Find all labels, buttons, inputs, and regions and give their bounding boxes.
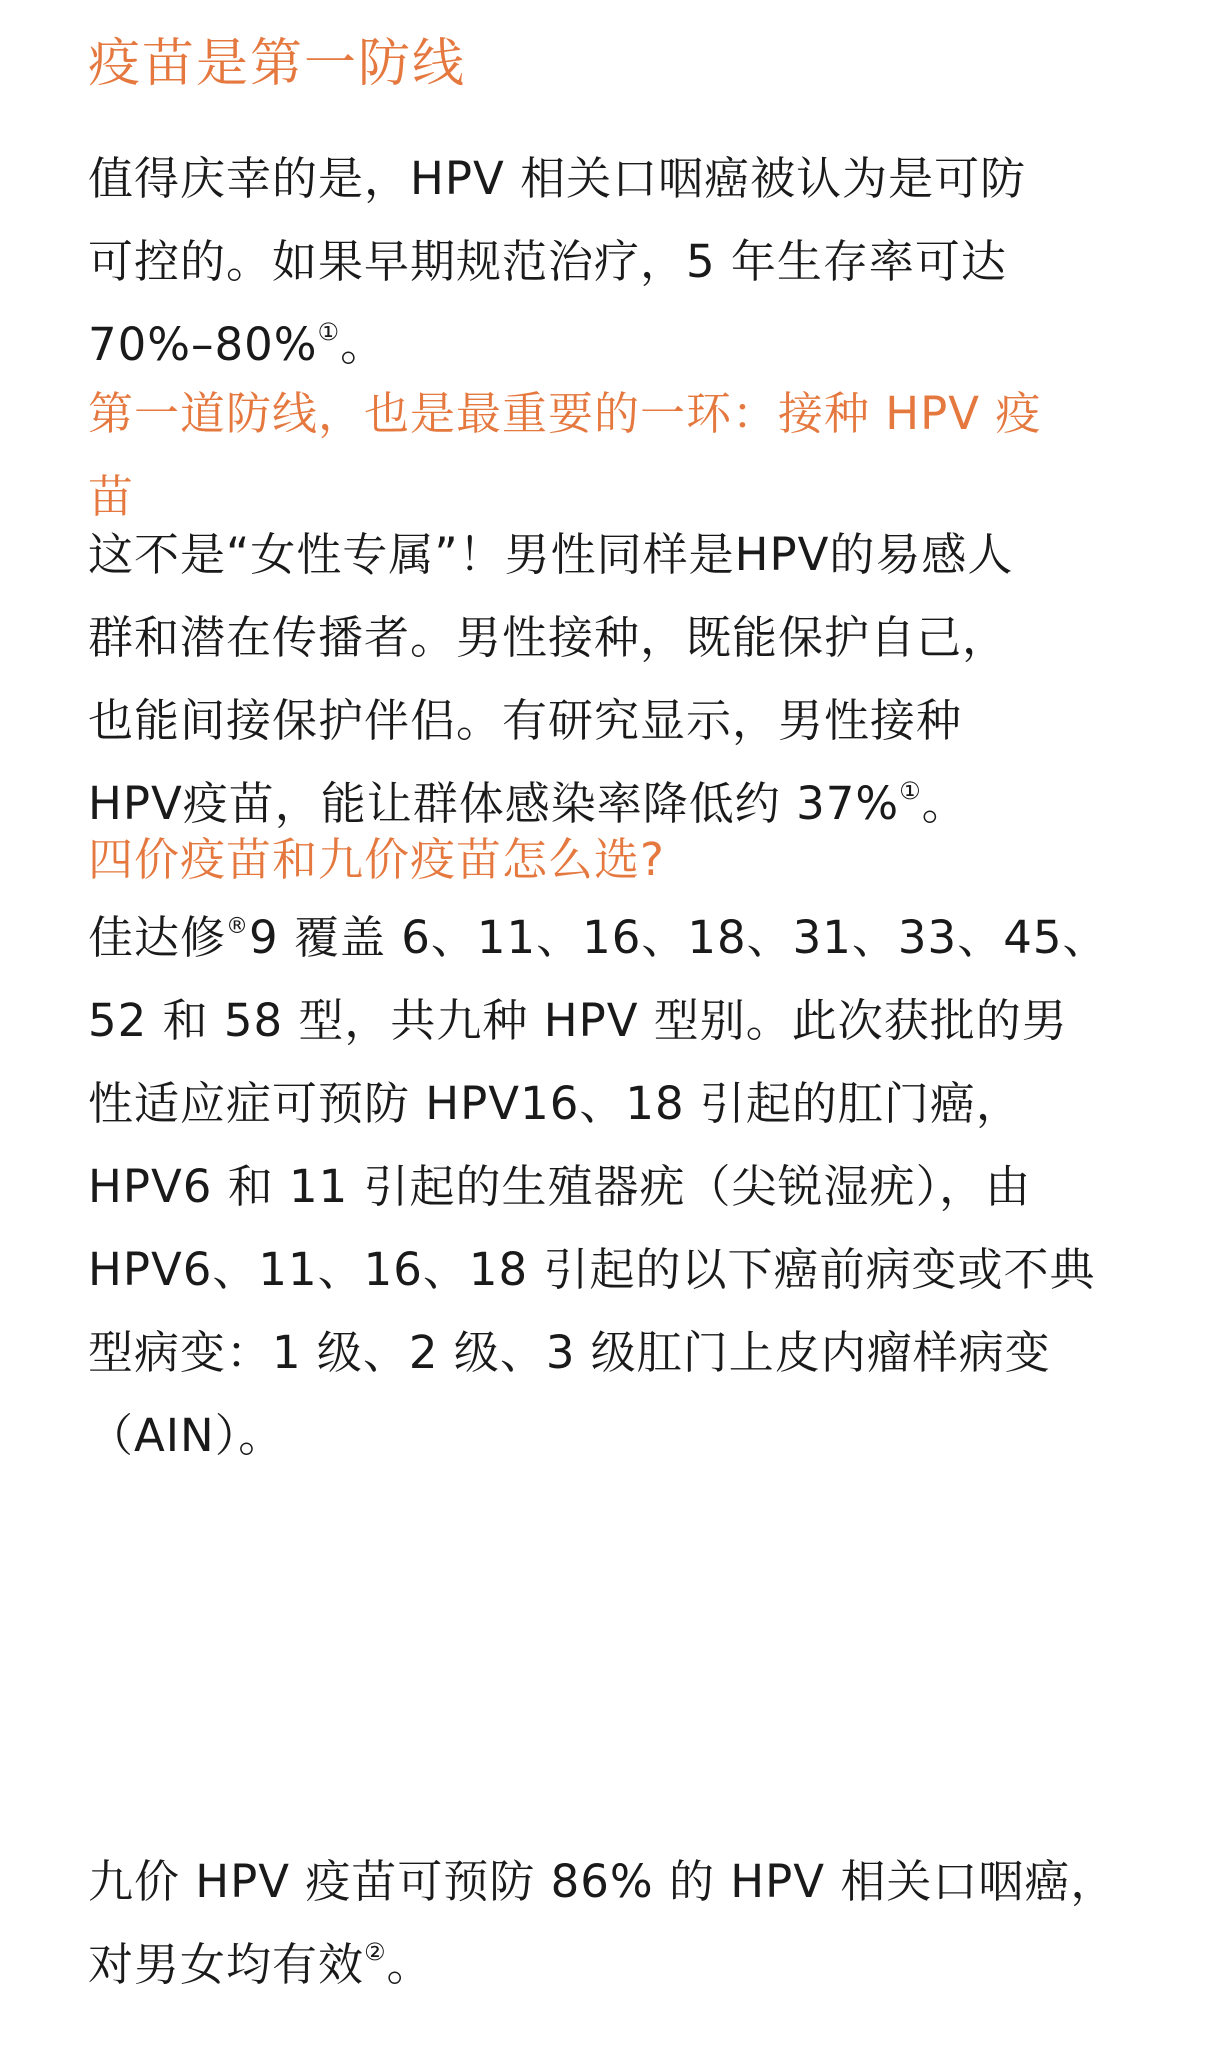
footnote-ref-1[interactable]: ① (317, 318, 341, 346)
product-name: 佳达修 (88, 911, 227, 964)
infection-rate-text: HPV疫苗，能让群体感染率降低约 37% (88, 777, 900, 830)
survival-rate-value: 70%–80% (88, 318, 318, 371)
paragraph-line: （AIN）。 (88, 1409, 285, 1462)
sentence-end: 。 (386, 1938, 433, 1991)
paragraph-line: 这不是“女性专属”！男性同样是HPV的易感人 (88, 528, 1014, 581)
paragraph-line (88, 1923, 1116, 2006)
paragraph-line: 可控的。如果早期规范治疗，5 年生存率可达 (88, 235, 1007, 288)
paragraph-line: 也能间接保护伴侣。有研究显示，男性接种 (88, 694, 963, 747)
paragraph-line: 型病变：1 级、2 级、3 级肛门上皮内瘤样病变 (88, 1326, 1051, 1379)
paragraph-line: 值得庆幸的是，HPV 相关口咽癌被认为是可防 (88, 152, 1027, 205)
paragraph-line (88, 896, 1108, 979)
sentence-end: 。 (340, 318, 387, 371)
paragraph-gardasil-9-coverage (88, 896, 1108, 1477)
subheading-quadrivalent-vs-nonavalent: 四价疫苗和九价疫苗怎么选? (88, 833, 665, 886)
paragraph-line: 群和潜在传播者。男性接种，既能保护自己， (88, 611, 1009, 664)
paragraph-line: HPV6、11、16、18 引起的以下癌前病变或不典 (88, 1243, 1096, 1296)
paragraph-line: 性适应症可预防 HPV16、18 引起的肛门癌， (88, 1077, 1022, 1130)
paragraph-male-vaccination (88, 513, 1013, 845)
registered-mark: ® (226, 914, 250, 939)
efficacy-text: 对男女均有效 (88, 1938, 365, 1991)
footnote-ref-1[interactable]: ① (899, 777, 922, 805)
paragraph-line: HPV6 和 11 引起的生殖器疣（尖锐湿疣），由 (88, 1160, 1032, 1213)
footnote-ref-2[interactable]: ② (364, 1938, 387, 1966)
paragraph-line: 九价 HPV 疫苗可预防 86% 的 HPV 相关口咽癌， (88, 1855, 1117, 1908)
section-heading-vaccine-first-line: 疫苗是第一防线 (88, 34, 467, 94)
subheading-line: 苗 (88, 470, 135, 523)
coverage-types: 9 覆盖 6、11、16、18、31、33、45、 (249, 911, 1109, 964)
paragraph-survival-rate (88, 137, 1026, 386)
paragraph-line: 52 和 58 型，共九种 HPV 型别。此次获批的男 (88, 994, 1068, 1047)
subheading-line: 第一道防线，也是最重要的一环：接种 HPV 疫 (88, 387, 1042, 440)
sentence-end: 。 (921, 777, 968, 830)
paragraph-oropharyngeal-prevention (88, 1840, 1116, 2006)
